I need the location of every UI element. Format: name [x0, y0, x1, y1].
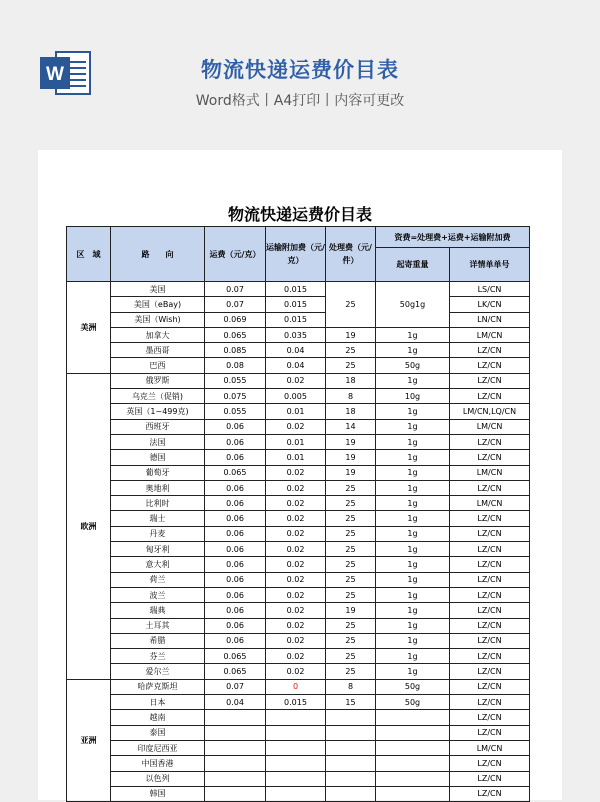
surcharge-cell: 0.015	[266, 695, 326, 710]
freight-cell	[205, 756, 266, 771]
surcharge-cell: 0.035	[266, 327, 326, 342]
weight-cell	[376, 786, 450, 801]
weight-cell: 1g	[376, 664, 450, 679]
detail-cell: LS/CN	[450, 282, 530, 297]
detail-cell: LZ/CN	[450, 389, 530, 404]
handling-cell: 15	[326, 695, 376, 710]
freight-cell: 0.055	[205, 404, 266, 419]
handling-cell: 25	[326, 526, 376, 541]
detail-cell: LM/CN	[450, 327, 530, 342]
route-cell: 哈萨克斯坦	[111, 679, 205, 694]
handling-cell: 14	[326, 419, 376, 434]
detail-cell: LM/CN	[450, 740, 530, 755]
table-row	[67, 618, 530, 633]
surcharge-cell: 0.01	[266, 450, 326, 465]
handling-cell: 25	[326, 633, 376, 648]
detail-cell: LZ/CN	[450, 557, 530, 572]
detail-cell: LZ/CN	[450, 450, 530, 465]
table-row	[67, 373, 530, 388]
weight-cell	[376, 740, 450, 755]
table-row	[67, 526, 530, 541]
freight-cell: 0.06	[205, 572, 266, 587]
handling-cell: 25	[326, 358, 376, 373]
surcharge-cell: 0.02	[266, 465, 326, 480]
handling-cell	[326, 771, 376, 786]
table-row	[67, 786, 530, 801]
detail-cell: LM/CN	[450, 496, 530, 511]
handling-cell: 8	[326, 389, 376, 404]
table-row	[67, 358, 530, 373]
table-row	[67, 695, 530, 710]
table-row	[67, 465, 530, 480]
weight-cell	[376, 756, 450, 771]
freight-cell: 0.065	[205, 649, 266, 664]
surcharge-cell: 0.02	[266, 542, 326, 557]
table-row	[67, 740, 530, 755]
detail-cell: LZ/CN	[450, 511, 530, 526]
weight-cell: 1g	[376, 480, 450, 495]
weight-cell: 1g	[376, 649, 450, 664]
weight-cell: 1g	[376, 373, 450, 388]
route-cell: 奥地利	[111, 480, 205, 495]
handling-cell: 19	[326, 327, 376, 342]
surcharge-cell	[266, 710, 326, 725]
detail-cell: LM/CN,LQ/CN	[450, 404, 530, 419]
route-cell: 泰国	[111, 725, 205, 740]
freight-cell: 0.07	[205, 297, 266, 312]
weight-cell: 1g	[376, 618, 450, 633]
handling-cell: 25	[326, 572, 376, 587]
surcharge-cell: 0.01	[266, 404, 326, 419]
surcharge-cell: 0.01	[266, 434, 326, 449]
surcharge-cell	[266, 756, 326, 771]
weight-cell: 50g	[376, 358, 450, 373]
detail-cell: LZ/CN	[450, 603, 530, 618]
surcharge-cell: 0.02	[266, 618, 326, 633]
surcharge-cell: 0.015	[266, 312, 326, 327]
table-row	[67, 710, 530, 725]
table-row	[67, 389, 530, 404]
table-row	[67, 649, 530, 664]
weight-cell: 1g	[376, 542, 450, 557]
detail-cell: LZ/CN	[450, 373, 530, 388]
route-cell: 越南	[111, 710, 205, 725]
surcharge-cell	[266, 725, 326, 740]
route-cell: 爱尔兰	[111, 664, 205, 679]
surcharge-cell: 0.015	[266, 297, 326, 312]
freight-cell: 0.06	[205, 633, 266, 648]
document-title: 物流快递运费价目表	[227, 205, 372, 224]
detail-cell: LZ/CN	[450, 480, 530, 495]
freight-cell	[205, 725, 266, 740]
weight-cell: 1g	[376, 343, 450, 358]
route-cell: 西班牙	[111, 419, 205, 434]
route-cell: 意大利	[111, 557, 205, 572]
header-detail: 详情单单号	[450, 248, 530, 282]
detail-cell: LZ/CN	[450, 542, 530, 557]
header-route: 路 向	[111, 227, 205, 282]
handling-cell: 19	[326, 603, 376, 618]
table-row	[67, 419, 530, 434]
header-handling: 处理费（元/件）	[326, 227, 376, 282]
route-cell: 法国	[111, 434, 205, 449]
route-cell: 芬兰	[111, 649, 205, 664]
weight-cell	[376, 771, 450, 786]
handling-cell: 18	[326, 404, 376, 419]
handling-cell	[326, 756, 376, 771]
header-freight: 运费（元/克）	[205, 227, 266, 282]
word-logo-letter: W	[46, 64, 64, 85]
weight-cell: 1g	[376, 633, 450, 648]
weight-cell: 1g	[376, 511, 450, 526]
freight-cell	[205, 740, 266, 755]
table-row	[67, 312, 530, 327]
freight-cell: 0.07	[205, 282, 266, 297]
weight-cell: 50g1g	[376, 282, 450, 328]
table-row	[67, 771, 530, 786]
banner	[0, 0, 600, 150]
weight-cell: 1g	[376, 465, 450, 480]
detail-cell: LZ/CN	[450, 679, 530, 694]
detail-cell: LZ/CN	[450, 587, 530, 602]
route-cell: 俄罗斯	[111, 373, 205, 388]
route-cell: 巴西	[111, 358, 205, 373]
route-cell: 墨西哥	[111, 343, 205, 358]
freight-cell: 0.06	[205, 496, 266, 511]
detail-cell: LZ/CN	[450, 756, 530, 771]
handling-cell	[326, 725, 376, 740]
surcharge-cell: 0.02	[266, 496, 326, 511]
freight-cell: 0.06	[205, 450, 266, 465]
weight-cell	[376, 710, 450, 725]
freight-cell	[205, 786, 266, 801]
table-row	[67, 480, 530, 495]
handling-cell: 25	[326, 557, 376, 572]
surcharge-cell: 0.02	[266, 557, 326, 572]
table-row	[67, 434, 530, 449]
detail-cell: LM/CN	[450, 465, 530, 480]
route-cell: 美国（eBay)	[111, 297, 205, 312]
detail-cell: LZ/CN	[450, 633, 530, 648]
freight-cell: 0.06	[205, 434, 266, 449]
weight-cell: 1g	[376, 557, 450, 572]
route-cell: 土耳其	[111, 618, 205, 633]
table-row	[67, 557, 530, 572]
surcharge-cell	[266, 786, 326, 801]
surcharge-cell: 0.02	[266, 511, 326, 526]
freight-cell: 0.065	[205, 327, 266, 342]
route-cell: 印度尼西亚	[111, 740, 205, 755]
weight-cell: 50g	[376, 679, 450, 694]
table-row	[67, 664, 530, 679]
weight-cell: 1g	[376, 404, 450, 419]
table-row	[67, 297, 530, 312]
surcharge-cell: 0.02	[266, 480, 326, 495]
weight-cell: 1g	[376, 327, 450, 342]
table-row	[67, 282, 530, 297]
table-row	[67, 450, 530, 465]
route-cell: 英国（1~499克)	[111, 404, 205, 419]
header-region: 区 域	[67, 227, 111, 282]
route-cell: 荷兰	[111, 572, 205, 587]
table-row	[67, 343, 530, 358]
freight-cell: 0.085	[205, 343, 266, 358]
banner-title: 物流快递运费价目表	[201, 58, 399, 82]
handling-cell: 25	[326, 480, 376, 495]
freight-cell: 0.06	[205, 419, 266, 434]
surcharge-cell: 0.005	[266, 389, 326, 404]
banner-subtitle: Word格式丨A4打印丨内容可更改	[195, 93, 405, 109]
table-row	[67, 572, 530, 587]
weight-cell: 1g	[376, 603, 450, 618]
detail-cell: LZ/CN	[450, 664, 530, 679]
route-cell: 丹麦	[111, 526, 205, 541]
detail-cell: LZ/CN	[450, 618, 530, 633]
freight-cell: 0.06	[205, 480, 266, 495]
surcharge-cell: 0.02	[266, 664, 326, 679]
weight-cell: 1g	[376, 419, 450, 434]
handling-cell: 25	[326, 649, 376, 664]
freight-cell: 0.055	[205, 373, 266, 388]
freight-cell: 0.06	[205, 557, 266, 572]
region-cell: 欧洲	[67, 373, 111, 679]
route-cell: 中国香港	[111, 756, 205, 771]
freight-cell: 0.065	[205, 465, 266, 480]
handling-cell: 19	[326, 465, 376, 480]
freight-cell: 0.06	[205, 603, 266, 618]
table-row	[67, 756, 530, 771]
surcharge-cell: 0.02	[266, 526, 326, 541]
handling-cell: 25	[326, 282, 376, 328]
document-page	[38, 150, 562, 800]
handling-cell: 25	[326, 496, 376, 511]
header-surcharge: 运输附加费（元/克）	[266, 227, 326, 282]
route-cell: 瑞士	[111, 511, 205, 526]
route-cell: 波兰	[111, 587, 205, 602]
handling-cell: 25	[326, 511, 376, 526]
detail-cell: LZ/CN	[450, 786, 530, 801]
detail-cell: LM/CN	[450, 419, 530, 434]
route-cell: 以色列	[111, 771, 205, 786]
weight-cell: 1g	[376, 434, 450, 449]
handling-cell: 25	[326, 343, 376, 358]
freight-cell	[205, 771, 266, 786]
route-cell: 美国	[111, 282, 205, 297]
route-cell: 加拿大	[111, 327, 205, 342]
handling-cell	[326, 786, 376, 801]
freight-cell: 0.06	[205, 511, 266, 526]
weight-cell: 50g	[376, 695, 450, 710]
surcharge-cell: 0.02	[266, 603, 326, 618]
handling-cell: 8	[326, 679, 376, 694]
detail-cell: LZ/CN	[450, 710, 530, 725]
freight-cell: 0.04	[205, 695, 266, 710]
route-cell: 匈牙利	[111, 542, 205, 557]
surcharge-cell: 0.02	[266, 572, 326, 587]
handling-cell: 25	[326, 618, 376, 633]
surcharge-cell: 0.015	[266, 282, 326, 297]
region-cell: 美洲	[67, 282, 111, 374]
handling-cell	[326, 740, 376, 755]
route-cell: 德国	[111, 450, 205, 465]
weight-cell	[376, 725, 450, 740]
detail-cell: LZ/CN	[450, 343, 530, 358]
freight-cell: 0.06	[205, 526, 266, 541]
freight-cell: 0.08	[205, 358, 266, 373]
table-row	[67, 725, 530, 740]
handling-cell: 18	[326, 373, 376, 388]
weight-cell: 1g	[376, 587, 450, 602]
detail-cell: LZ/CN	[450, 526, 530, 541]
table-row	[67, 511, 530, 526]
detail-cell: LN/CN	[450, 312, 530, 327]
detail-cell: LZ/CN	[450, 771, 530, 786]
surcharge-cell: 0.02	[266, 373, 326, 388]
surcharge-cell: 0	[266, 679, 326, 694]
freight-cell: 0.06	[205, 542, 266, 557]
freight-cell: 0.07	[205, 679, 266, 694]
rate-table-body	[67, 282, 530, 802]
header-start-weight: 起寄重量	[376, 248, 450, 282]
weight-cell: 1g	[376, 572, 450, 587]
freight-cell	[205, 710, 266, 725]
route-cell: 比利时	[111, 496, 205, 511]
surcharge-cell	[266, 740, 326, 755]
table-row	[67, 603, 530, 618]
table-row	[67, 404, 530, 419]
route-cell: 乌克兰（促销)	[111, 389, 205, 404]
surcharge-cell: 0.02	[266, 587, 326, 602]
handling-cell: 25	[326, 542, 376, 557]
weight-cell: 10g	[376, 389, 450, 404]
route-cell: 日本	[111, 695, 205, 710]
rate-table	[66, 226, 530, 802]
freight-cell: 0.075	[205, 389, 266, 404]
detail-cell: LZ/CN	[450, 358, 530, 373]
handling-cell	[326, 710, 376, 725]
detail-cell: LK/CN	[450, 297, 530, 312]
table-row	[67, 327, 530, 342]
freight-cell: 0.069	[205, 312, 266, 327]
region-cell: 亚洲	[67, 679, 111, 801]
route-cell: 葡萄牙	[111, 465, 205, 480]
surcharge-cell: 0.02	[266, 419, 326, 434]
header-formula: 资费=处理费+运费+运输附加费	[376, 227, 530, 248]
handling-cell: 19	[326, 450, 376, 465]
table-row	[67, 679, 530, 694]
route-cell: 韩国	[111, 786, 205, 801]
table-row	[67, 542, 530, 557]
route-cell: 希腊	[111, 633, 205, 648]
surcharge-cell	[266, 771, 326, 786]
route-cell: 瑞典	[111, 603, 205, 618]
weight-cell: 1g	[376, 526, 450, 541]
surcharge-cell: 0.02	[266, 633, 326, 648]
detail-cell: LZ/CN	[450, 434, 530, 449]
surcharge-cell: 0.02	[266, 649, 326, 664]
detail-cell: LZ/CN	[450, 695, 530, 710]
weight-cell: 1g	[376, 496, 450, 511]
handling-cell: 25	[326, 587, 376, 602]
route-cell: 美国（Wish)	[111, 312, 205, 327]
weight-cell: 1g	[376, 450, 450, 465]
freight-cell: 0.06	[205, 618, 266, 633]
table-row	[67, 587, 530, 602]
table-row	[67, 633, 530, 648]
detail-cell: LZ/CN	[450, 725, 530, 740]
freight-cell: 0.065	[205, 664, 266, 679]
surcharge-cell: 0.04	[266, 343, 326, 358]
freight-cell: 0.06	[205, 587, 266, 602]
detail-cell: LZ/CN	[450, 649, 530, 664]
surcharge-cell: 0.04	[266, 358, 326, 373]
handling-cell: 25	[326, 664, 376, 679]
table-row	[67, 496, 530, 511]
handling-cell: 19	[326, 434, 376, 449]
detail-cell: LZ/CN	[450, 572, 530, 587]
